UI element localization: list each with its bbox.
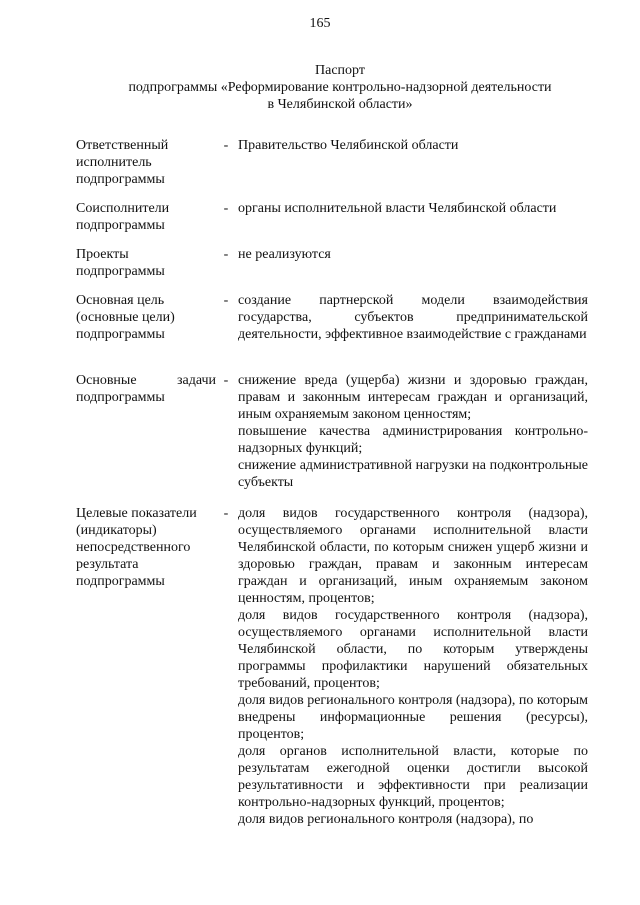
value-paragraph: доля органов исполнительной власти, которые по результатам ежегодной оценки достигли высокой результативности и эффективности при реализации контрольно-надзорных функций, процентов; — [238, 744, 588, 810]
row-dash: - — [223, 138, 229, 153]
value-paragraph: снижение вреда (ущерба) жизни и здоровью граждан, правам и законным интересам граждан и организаций, иным охраняемым законом ценностям; — [238, 373, 588, 422]
row-label — [76, 200, 216, 234]
row-dash: - — [223, 373, 229, 388]
row-value — [238, 372, 588, 491]
value-paragraph: Правительство Челябинской области — [238, 138, 459, 153]
label-line: результата — [76, 557, 139, 572]
value-paragraph: не реализуются — [238, 247, 331, 262]
label-line: Проекты — [76, 247, 129, 262]
row-label — [76, 246, 216, 280]
value-paragraph: снижение административной нагрузки на подконтрольные субъекты — [238, 458, 588, 490]
value-paragraph: органы исполнительной власти Челябинской области — [238, 201, 557, 216]
row-dash: - — [223, 201, 229, 216]
row-dash: - — [223, 247, 229, 262]
title-line-2: подпрограммы «Реформирование контрольно-надзорной деятельности — [128, 80, 552, 95]
row-dash: - — [223, 506, 229, 521]
label-line: Основная цель — [76, 293, 165, 308]
row-value — [238, 137, 588, 154]
label-line: (индикаторы) — [76, 523, 157, 538]
label-line: подпрограммы — [76, 574, 165, 589]
row-label — [76, 137, 216, 188]
row-label — [76, 292, 216, 343]
value-paragraph: доля видов регионального контроля (надзора), по которым внедрены информационные решения (ресурсы), процентов; — [238, 693, 588, 742]
label-line: Ответственный — [76, 138, 169, 153]
row-value — [238, 292, 588, 343]
row-value — [238, 505, 588, 828]
label-line: (основные цели) — [76, 310, 175, 325]
value-paragraph: доля видов государственного контроля (надзора), осуществляемого органами исполнительной власти Челябинской области, по которым снижен ущерб жизни и здоровью граждан, правам и законным интересам граждан и организаций, иным охраняемым законом ценностям, процентов; — [238, 506, 588, 606]
value-paragraph: создание партнерской модели взаимодействия государства, субъектов предпринимательской деятельности, эффективное взаимодействие с гражданами — [238, 293, 588, 342]
label-line: исполнитель — [76, 155, 152, 170]
value-paragraph: доля видов государственного контроля (надзора), осуществляемого органами исполнительной власти Челябинской области, по которым утверждены программы профилактики нарушений обязательных требований, процентов; — [238, 608, 588, 691]
label-line: Основные задачи — [76, 373, 216, 388]
label-line: подпрограммы — [76, 390, 165, 405]
label-line: подпрограммы — [76, 264, 165, 279]
row-dash: - — [223, 293, 229, 308]
value-paragraph: повышение качества администрирования контрольно-надзорных функций; — [238, 424, 588, 456]
row-value — [238, 246, 588, 263]
row-label — [76, 505, 216, 590]
label-line: Целевые показатели — [76, 506, 197, 521]
row-label — [76, 372, 216, 406]
label-line: подпрограммы — [76, 327, 165, 342]
title-line-3: в Челябинской области» — [267, 97, 413, 112]
title-line-1: Паспорт — [315, 63, 365, 78]
document-title — [60, 62, 620, 113]
label-line: Соисполнители — [76, 201, 170, 216]
value-paragraph: доля видов регионального контроля (надзора), по — [238, 812, 534, 827]
label-line: подпрограммы — [76, 172, 165, 187]
label-line: непосредственного — [76, 540, 191, 555]
row-value — [238, 200, 588, 217]
label-line: подпрограммы — [76, 218, 165, 233]
page-number: 165 — [309, 16, 331, 31]
